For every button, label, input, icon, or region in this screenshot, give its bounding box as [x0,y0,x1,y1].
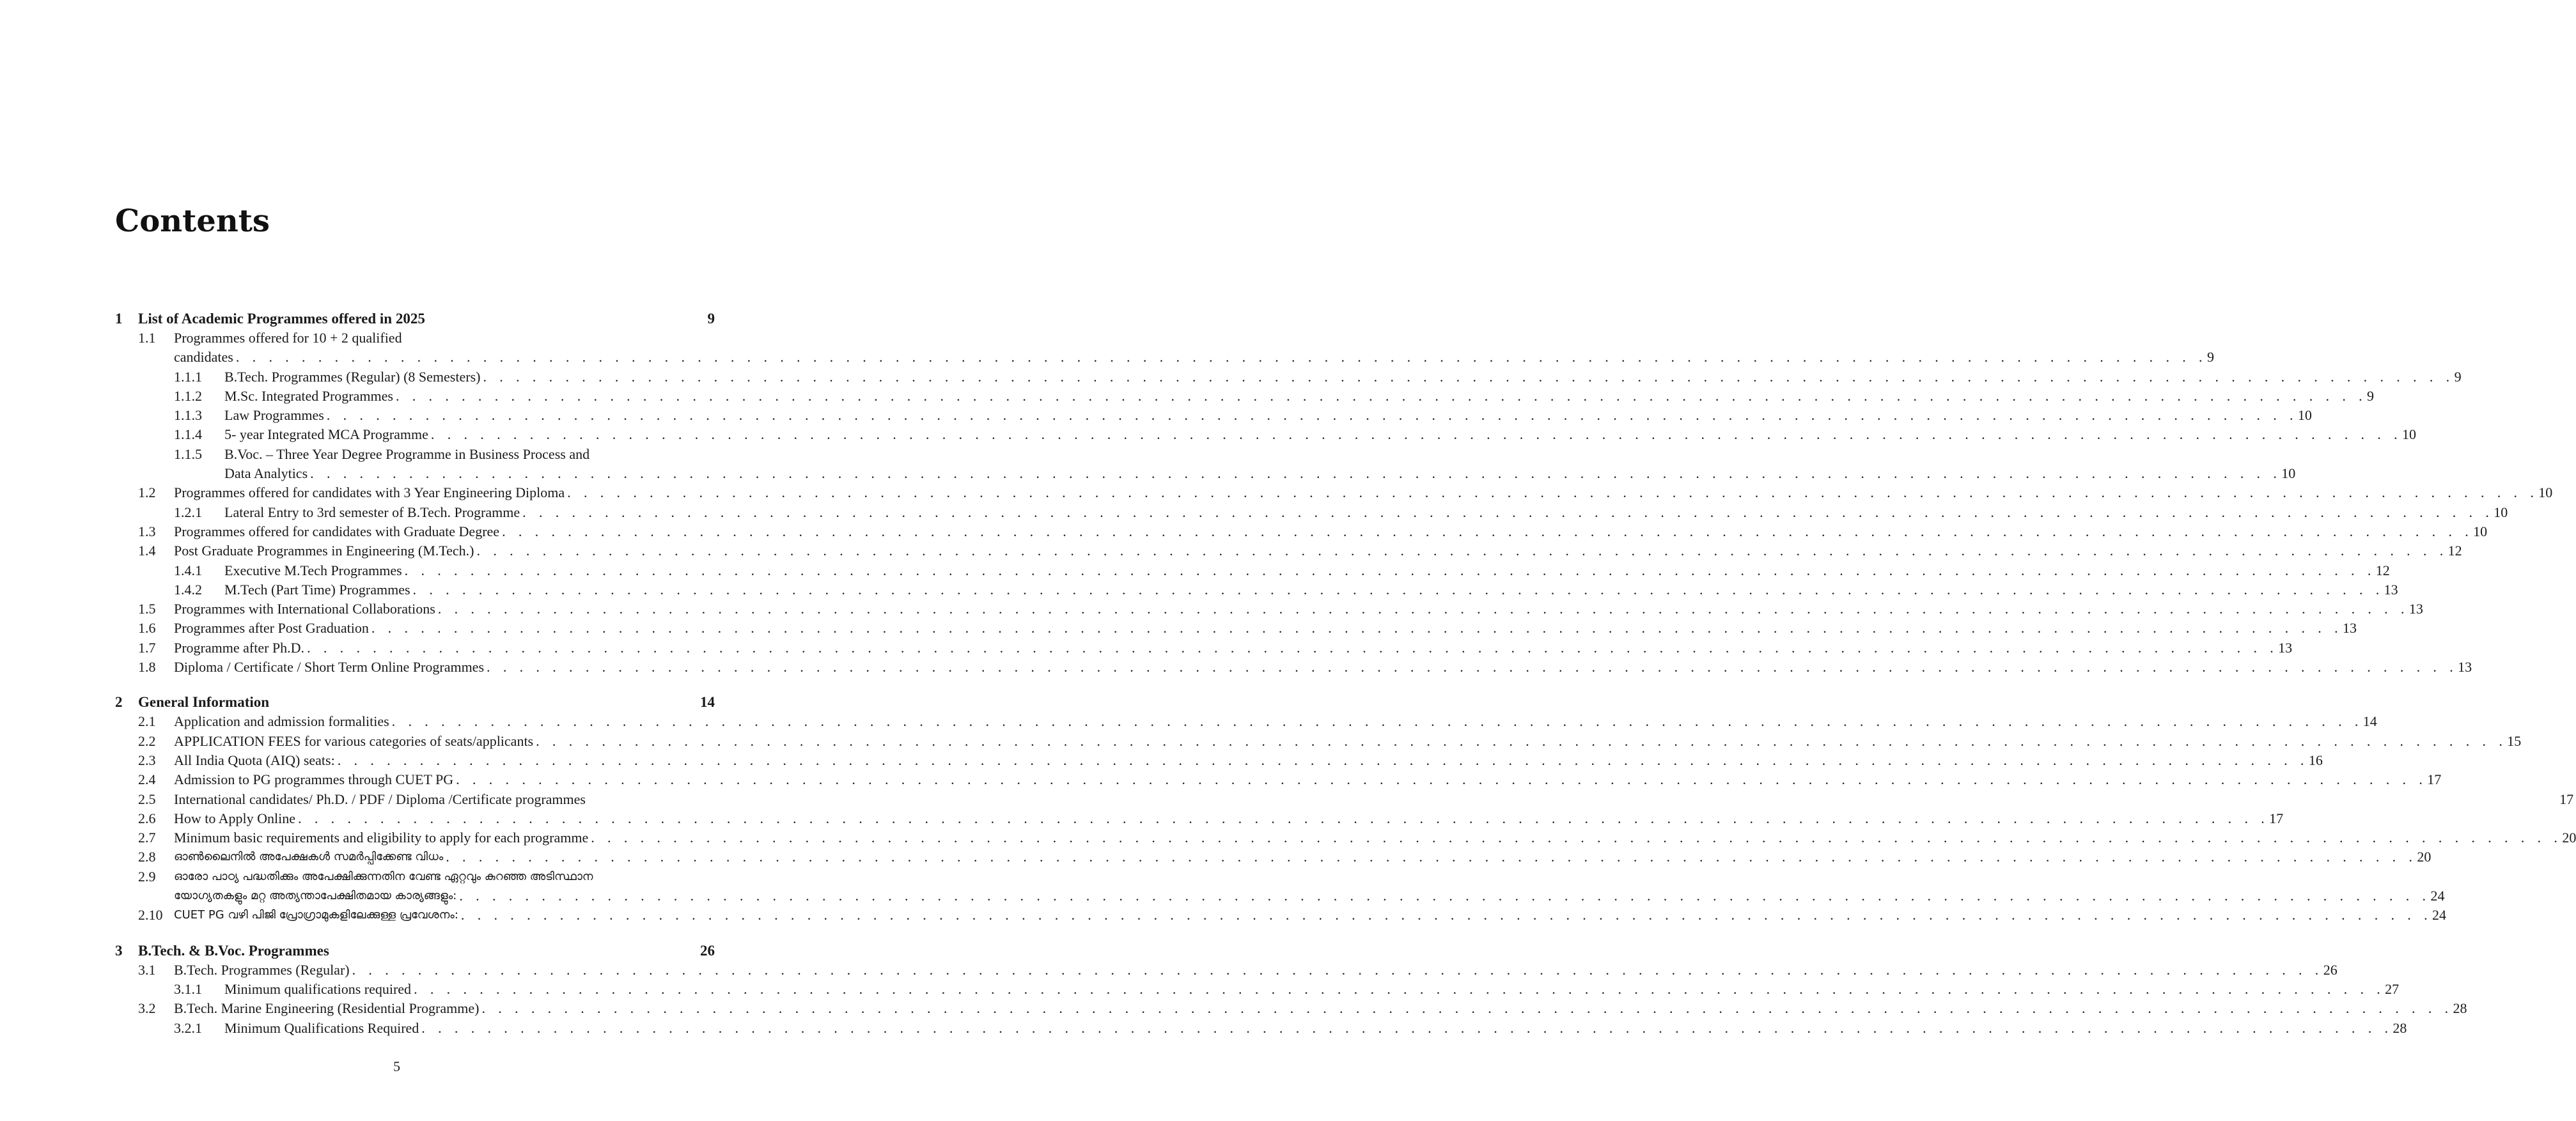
toc-entry[interactable] [115,425,2417,444]
dot-leader: . . . . . . . . . . . . . . . . . . . . . . . . . . . . . . . . . . . . . . . . . . . . . . . . . . . . . . . . . . . . . . . . . . . . . . . . . . . . . . . . . . . . . . . . . . . . . . . . . . . . . . . . . . . . . . . . . . . . . . . . [421,1019,2393,1036]
toc-chapter [115,941,2467,1038]
entry-number: 3.1.1 [174,980,202,997]
toc-entry-continuation[interactable] [115,348,2214,367]
toc-chapter [115,693,2576,925]
entry-number: 1.4 [138,543,156,559]
dot-leader: . . . . . . . . . . . . . . . . . . . . . . . . . . . . . . . . . . . . . . . . . . . . . . . . . . . . . . . . . . . . . . . . . . . . . . . . . . . . . . . . . . . . . . . . . . . . . . . . . . . . . . . . . . . . . . . . . . . . . . . . [460,907,2433,924]
entry-line [174,483,2553,502]
toc-entry[interactable] [115,828,2576,847]
entry-number: 1.1.4 [174,426,202,443]
table-of-contents [115,309,2576,1054]
entry-line [174,541,2462,560]
entry-title: APPLICATION FEES for various categories of seats/applicants [174,732,536,751]
entry-title: Programmes with International Collaborations [174,599,438,619]
dot-leader: . . . . . . . . . . . . . . . . . . . . . . . . . . . . . . . . . . . . . . . . . . . . . . . . . . . . . . . . . . . . . . . . . . . . . . . . . . . . . . . . . . . . . . . . . . . . . . . . . . . . . . . . . . . . . . . . . . . . . . . . [536,732,2508,749]
dot-leader: . . . . . . . . . . . . . . . . . . . . . . . . . . . . . . . . . . . . . . . . . . . . . . . . . . . . . . . . . . . . . . . . . . . . . . . . . . . . . . . . . . . . . . . . . . . . . . . . . . . . . . . . . . . . . . . . . . . . . . . . [414,980,2385,997]
toc-entry[interactable] [115,658,2472,677]
entry-page-number: 28 [2453,999,2467,1018]
dot-leader: . . . . . . . . . . . . . . . . . . . . . . . . . . . . . . . . . . . . . . . . . . . . . . . . . . . . . . . . . . . . . . . . . . . . . . . . . . . . . . . . . . . . . . . . . . . . . . . . . . . . . . . . . . . . . . . . . . . . . . . . [502,523,2474,539]
entry-title: CUET PG വഴി പിജി പ്രോഗ്രാമുകളിലേക്കുള്ള പ്രവേശനം: [174,906,461,925]
entry-title: B.Tech. Marine Engineering (Residential Programme) [174,999,481,1018]
dot-leader: . . . . . . . . . . . . . . . . . . . . . . . . . . . . . . . . . . . . . . . . . . . . . . . . . . . . . . . . . . . . . . . . . . . . . . . . . . . . . . . . . . . . . . . . . . . . . . . . . . . . . . . . . . . . . . . . . . . . . . . . [459,888,2431,904]
entry-title: Programmes after Post Graduation [174,619,371,638]
dot-leader: . . . . . . . . . . . . . . . . . . . . . . . . . . . . . . . . . . . . . . . . . . . . . . . . . . . . . . . . . . . . . . . . . . . . . . . . . . . . . . . . . . . . . . . . . . . . . . . . . . . . . . . . . . . . . . . . . . . . . . . . [310,465,2282,482]
entry-page-number: 10 [2494,503,2508,522]
entry-page-number: 15 [2507,732,2521,751]
entry-line [174,867,715,886]
entry-line [174,638,2293,658]
toc-entry[interactable] [115,770,2442,789]
entry-title: ഓൺലൈനിൽ അപേക്ഷകൾ സമർപ്പിക്കേണ്ട വിധം [174,847,446,867]
toc-entry[interactable] [115,541,2462,560]
entry-page-number: 13 [2458,658,2472,677]
chapter-title: General Information [138,694,270,711]
toc-entry[interactable] [115,445,715,464]
entry-line [224,367,2462,387]
entry-page-number: 28 [2393,1019,2407,1038]
entry-page-number: 17 [2269,809,2283,828]
entry-page-number: 10 [2473,522,2487,541]
entry-line [224,387,2375,406]
entry-number: 1.1.5 [174,445,202,462]
dot-leader: . . . . . . . . . . . . . . . . . . . . . . . . . . . . . . . . . . . . . . . . . . . . . . . . . . . . . . . . . . . . . . . . . . . . . . . . . . . . . . . . . . . . . . . . . . . . . . . . . . . . . . . . . . . . . . . . . . . . . . . . [481,1000,2453,1017]
toc-entry[interactable] [115,367,2462,387]
entry-line [174,619,2357,638]
entry-title: Minimum Qualifications Required [224,1019,421,1038]
entry-page-number: 10 [2281,464,2295,483]
entry-number: 2.5 [138,791,156,807]
entry-title: Executive M.Tech Programmes [224,561,405,580]
toc-entry[interactable] [115,906,2447,925]
entry-number: 2.4 [138,771,156,788]
entry-title: Law Programmes [224,406,327,425]
entry-line [224,445,715,464]
entry-line [174,999,2467,1018]
toc-entry[interactable] [115,503,2508,522]
toc-entry[interactable] [115,522,2488,541]
chapter-page-number: 26 [700,942,715,959]
entry-title: 5- year Integrated MCA Programme [224,425,431,444]
entry-page-number: 12 [2376,561,2390,580]
entry-number: 2.7 [138,830,156,846]
entry-number: 1.7 [138,639,156,656]
entry-number: 2.8 [138,849,156,865]
entry-number: 1.1.1 [174,368,202,385]
toc-entry[interactable] [115,483,2553,502]
entry-title: All India Quota (AIQ) seats: [174,751,338,770]
dot-leader: . . . . . . . . . . . . . . . . . . . . . . . . . . . . . . . . . . . . . . . . . . . . . . . . . . . . . . . . . . . . . . . . . . . . . . . . . . . . . . . . . . . . . . . . . . . . . . . . . . . . . . . . . . . . . . . . . . . . . . . . [430,426,2403,443]
entry-number: 2.10 [138,907,163,924]
dot-leader: . . . . . . . . . . . . . . . . . . . . . . . . . . . . . . . . . . . . . . . . . . . . . . . . . . . . . . . . . . . . . . . . . . . . . . . . . . . . . . . . . . . . . . . . . . . . . . . . . . . . . . . . . . . . . . . . . . . . . . . . [567,484,2539,501]
toc-entry[interactable] [115,790,2574,809]
dot-leader: . . . . . . . . . . . . . . . . . . . . . . . . . . . . . . . . . . . . . . . . . . . . . . . . . . . . . . . . . . . . . . . . . . . . . . . . . . . . . . . . . . . . . . . . . . . . . . . . . . . . . . . . . . . . . . . . . . . . . . . . [404,562,2376,578]
toc-entry-continuation[interactable] [115,886,2445,906]
entry-number: 3.2 [138,1000,156,1017]
entry-line [174,329,715,348]
entry-line [224,561,2390,580]
entry-line [174,732,2522,751]
entry-title: M.Sc. Integrated Programmes [224,387,396,406]
entry-number: 1.4.1 [174,562,202,578]
entry-line [174,886,2445,906]
entry-line [224,503,2508,522]
page-number: 5 [393,1058,400,1074]
entry-page-number: 24 [2432,906,2446,925]
entry-page-number: 13 [2384,580,2398,599]
entry-title: B.Voc. – Three Year Degree Programme in Business Process and [224,445,592,464]
dot-leader: . . . . . . . . . . . . . . . . . . . . . . . . . . . . . . . . . . . . . . . . . . . . . . . . . . . . . . . . . . . . . . . . . . . . . . . . . . . . . . . . . . . . . . . . . . . . . . . . . . . . . . . . . . . . . . . . . . . . . . . . [395,387,2368,404]
entry-title: Post Graduate Programmes in Engineering (M.Tech.) [174,541,477,560]
entry-number: 2.3 [138,752,156,768]
entry-line [224,425,2417,444]
toc-entry[interactable] [115,580,2398,599]
entry-line [174,961,2338,980]
toc-entry[interactable] [115,712,2377,731]
dot-leader: . . . . . . . . . . . . . . . . . . . . . . . . . . . . . . . . . . . . . . . . . . . . . . . . . . . . . . . . . . . . . . . . . . . . . . . . . . . . . . . . . . . . . . . . . . . . . . . . . . . . . . . . . . . . . . . . . . . . . . . . [487,659,2458,676]
toc-entry[interactable] [115,329,715,348]
dot-leader: . . . . . . . . . . . . . . . . . . . . . . . . . . . . . . . . . . . . . . . . . . . . . . . . . . . . . . . . . . . . . . . . . . . . . . . . . . . . . . . . . . . . . . . . . . . . . . . . . . . . . . . . . . . . . . . . . . . . . . . . [326,407,2298,424]
entry-number: 1.6 [138,620,156,637]
entry-number: 1.5 [138,601,156,617]
entry-title: Data Analytics [224,464,310,483]
entry-page-number: 17 [2559,790,2573,809]
chapter-heading[interactable] [115,693,715,712]
entry-line [174,809,2284,828]
chapter-page-number: 14 [700,694,715,711]
entry-page-number: 26 [2323,961,2338,980]
entry-title: Minimum qualifications required [224,980,414,999]
entry-line [224,1019,2407,1038]
entry-page-number: 24 [2430,886,2444,906]
toc-entry[interactable] [115,999,2467,1018]
chapter-title: List of Academic Programmes offered in 2025 [138,311,425,327]
entry-number: 2.9 [138,868,156,885]
entry-title: candidates [174,348,236,367]
dot-leader: . . . . . . . . . . . . . . . . . . . . . . . . . . . . . . . . . . . . . . . . . . . . . . . . . . . . . . . . . . . . . . . . . . . . . . . . . . . . . . . . . . . . . . . . . . . . . . . . . . . . . . . . . . . . . . . . . . . . . . . . [446,849,2417,865]
entry-number: 1.4.2 [174,581,202,598]
entry-title: ഓരോ പാഠ്യ പദ്ധതിക്കും അപേക്ഷിക്കുന്നതിന വേണ്ട ഏറ്റവും കുറഞ്ഞ അടിസ്ഥാന [174,867,596,886]
entry-page-number: 20 [2562,828,2576,847]
toc-entry[interactable] [115,751,2323,770]
entry-number: 1.1 [138,330,156,346]
entry-title: Programmes offered for candidates with 3 Year Engineering Diploma [174,483,567,502]
entry-title: Application and admission formalities [174,712,392,731]
toc-entry[interactable] [115,961,2338,980]
dot-leader: . . . . . . . . . . . . . . . . . . . . . . . . . . . . . . . . . . . . . . . . . . . . . . . . . . . . . . . . . . . . . . . . . . . . . . . . . . . . . . . . . . . . . . . . . . . . . . . . . . . . . . . . . . . . . . . . . . . . . . . . [591,830,2563,846]
entry-page-number: 17 [2427,770,2441,789]
toc-entry[interactable] [115,732,2522,751]
entry-line [174,790,2574,809]
entry-line [174,348,2214,367]
entry-title: Lateral Entry to 3rd semester of B.Tech. Programme [224,503,522,522]
entry-page-number: 10 [2538,483,2552,502]
entry-title: Diploma / Certificate / Short Term Online Programmes [174,658,487,677]
entry-line [224,464,2296,483]
toc-entry[interactable] [115,809,2284,828]
entry-title: B.Tech. Programmes (Regular) [174,961,352,980]
dot-leader: . . . . . . . . . . . . . . . . . . . . . . . . . . . . . . . . . . . . . . . . . . . . . . . . . . . . . . . . . . . . . . . . . . . . . . . . . . . . . . . . . . . . . . . . . . . . . . . . . . . . . . . . . . . . . . . . . . . . . . . . [298,810,2270,826]
entry-page-number: 13 [2278,638,2292,658]
entry-title: Programmes offered for 10 + 2 qualified [174,329,405,348]
entry-page-number: 10 [2402,425,2416,444]
entry-title: Minimum basic requirements and eligibility to apply for each programme [174,828,591,847]
entry-page-number: 10 [2298,406,2312,425]
toc-entry[interactable] [115,1019,2407,1038]
entry-title: Admission to PG programmes through CUET PG [174,770,456,789]
entry-line [224,406,2312,425]
entry-page-number: 9 [2367,387,2374,406]
chapter-number: 3 [115,942,123,959]
entry-line [174,522,2488,541]
entry-number: 1.2.1 [174,504,202,520]
entry-number: 2.6 [138,810,156,826]
toc-entry[interactable] [115,599,2423,619]
toc-entry[interactable] [115,980,2400,999]
dot-leader: . . . . . . . . . . . . . . . . . . . . . . . . . . . . . . . . . . . . . . . . . . . . . . . . . . . . . . . . . . . . . . . . . . . . . . . . . . . . . . . . . . . . . . . . . . . . . . . . . . . . . . . . . . . . . . . . . . . . . . . . [456,771,2428,788]
entry-number: 1.3 [138,523,156,539]
dot-leader: . . . . . . . . . . . . . . . . . . . . . . . . . . . . . . . . . . . . . . . . . . . . . . . . . . . . . . . . . . . . . . . . . . . . . . . . . . . . . . . . . . . . . . . . . . . . . . . . . . . . . . . . . . . . . . . . . . . . . . . . [307,639,2279,656]
entry-page-number: 20 [2417,847,2431,867]
chapter-page-number: 9 [707,311,715,327]
toc-entry[interactable] [115,867,715,886]
dot-leader: . . . . . . . . . . . . . . . . . . . . . . . . . . . . . . . . . . . . . . . . . . . . . . . . . . . . . . . . . . . . . . . . . . . . . . . . . . . . . . . . . . . . . . . . . . . . . . . . . . . . . . . . . . . . . . . . . . . . . . . . [483,368,2455,385]
toc-entry[interactable] [115,561,2390,580]
dot-leader: . . . . . . . . . . . . . . . . . . . . . . . . . . . . . . . . . . . . . . . . . . . . . . . . . . . . . . . . . . . . . . . . . . . . . . . . . . . . . . . . . . . . . . . . . . . . . . . . . . . . . . . . . . . . . . . . . . . . . . . . [235,349,2207,366]
entry-number: 1.2 [138,484,156,501]
entry-title: M.Tech (Part Time) Programmes [224,580,413,599]
dot-leader: . . . . . . . . . . . . . . . . . . . . . . . . . . . . . . . . . . . . . . . . . . . . . . . . . . . . . . . . . . . . . . . . . . . . . . . . . . . . . . . . . . . . . . . . . . . . . . . . . . . . . . . . . . . . . . . . . . . . . . . . [522,504,2494,520]
entry-line [174,828,2576,847]
chapter-heading[interactable] [115,941,715,961]
dot-leader: . . . . . . . . . . . . . . . . . . . . . . . . . . . . . . . . . . . . . . . . . . . . . . . . . . . . . . . . . . . . . . . . . . . . . . . . . . . . . . . . . . . . . . . . . . . . . . . . . . . . . . . . . . . . . . . . . . . . . . . . [337,752,2309,768]
entry-line [224,980,2400,999]
entry-page-number: 13 [2343,619,2357,638]
toc-entry[interactable] [115,406,2312,425]
entry-title: International candidates/ Ph.D. / PDF / Diploma /Certificate programmes [174,790,588,809]
toc-entry[interactable] [115,847,2432,867]
entry-title: How to Apply Online [174,809,298,828]
chapter-heading[interactable] [115,309,715,329]
entry-page-number: 27 [2385,980,2399,999]
entry-line [174,658,2472,677]
entry-number: 3.1 [138,961,156,978]
toc-chapter [115,309,2553,677]
entry-number: 1.1.2 [174,387,202,404]
entry-page-number: 13 [2409,599,2423,619]
toc-entry-continuation[interactable] [115,464,2296,483]
entry-number: 1.1.3 [174,407,202,424]
entry-number: 2.2 [138,732,156,749]
entry-number: 3.2.1 [174,1019,202,1036]
entry-line [224,580,2398,599]
toc-entry[interactable] [115,638,2293,658]
dot-leader: . . . . . . . . . . . . . . . . . . . . . . . . . . . . . . . . . . . . . . . . . . . . . . . . . . . . . . . . . . . . . . . . . . . . . . . . . . . . . . . . . . . . . . . . . . . . . . . . . . . . . . . . . . . . . . . . . . . . . . . . [412,581,2384,598]
dot-leader: . . . . . . . . . . . . . . . . . . . . . . . . . . . . . . . . . . . . . . . . . . . . . . . . . . . . . . . . . . . . . . . . . . . . . . . . . . . . . . . . . . . . . . . . . . . . . . . . . . . . . . . . . . . . . . . . . . . . . . . . [371,620,2343,637]
entry-title: യോഗ്യതകളും മറ്റ അത്യന്താപേക്ഷിതമായ കാര്യങ്ങളും: [174,886,459,906]
entry-number: 1.8 [138,659,156,676]
entry-title: Programmes offered for candidates with Graduate Degree [174,522,502,541]
entry-line [174,599,2423,619]
entry-number: 2.1 [138,713,156,730]
dot-leader: . . . . . . . . . . . . . . . . . . . . . . . . . . . . . . . . . . . . . . . . . . . . . . . . . . . . . . . . . . . . . . . . . . . . . . . . . . . . . . . . . . . . . . . . . . . . . . . . . . . . . . . . . . . . . . . . . . . . . . . . [476,543,2448,559]
entry-line [174,751,2323,770]
entry-line [174,906,2447,925]
entry-page-number: 9 [2207,348,2214,367]
entry-page-number: 16 [2309,751,2323,770]
dot-leader: . . . . . . . . . . . . . . . . . . . . . . . . . . . . . . . . . . . . . . . . . . . . . . . . . . . . . . . . . . . . . . . . . . . . . . . . . . . . . . . . . . . . . . . . . . . . . . . . . . . . . . . . . . . . . . . . . . . . . . . . [352,961,2323,978]
entry-page-number: 12 [2448,541,2462,560]
entry-line [174,712,2377,731]
page-title: Contents [115,203,270,239]
entry-title: B.Tech. Programmes (Regular) (8 Semesters) [224,367,483,387]
chapter-number: 2 [115,694,123,711]
dot-leader: . . . . . . . . . . . . . . . . . . . . . . . . . . . . . . . . . . . . . . . . . . . . . . . . . . . . . . . . . . . . . . . . . . . . . . . . . . . . . . . . . . . . . . . . . . . . . . . . . . . . . . . . . . . . . . . . . . . . . . . . [391,713,2363,730]
entry-title: Programme after Ph.D. [174,638,307,658]
toc-entry[interactable] [115,387,2375,406]
entry-page-number: 14 [2363,712,2377,731]
dot-leader: . . . . . . . . . . . . . . . . . . . . . . . . . . . . . . . . . . . . . . . . . . . . . . . . . . . . . . . . . . . . . . . . . . . . . . . . . . . . . . . . . . . . . . . . . . . . . . . . . . . . . . . . . . . . . . . . . . . . . . . . [437,601,2409,617]
toc-entry[interactable] [115,619,2357,638]
chapter-number: 1 [115,311,123,327]
entry-page-number: 9 [2455,367,2462,387]
chapter-title: B.Tech. & B.Voc. Programmes [138,942,329,959]
entry-line [174,847,2432,867]
entry-line [174,770,2442,789]
